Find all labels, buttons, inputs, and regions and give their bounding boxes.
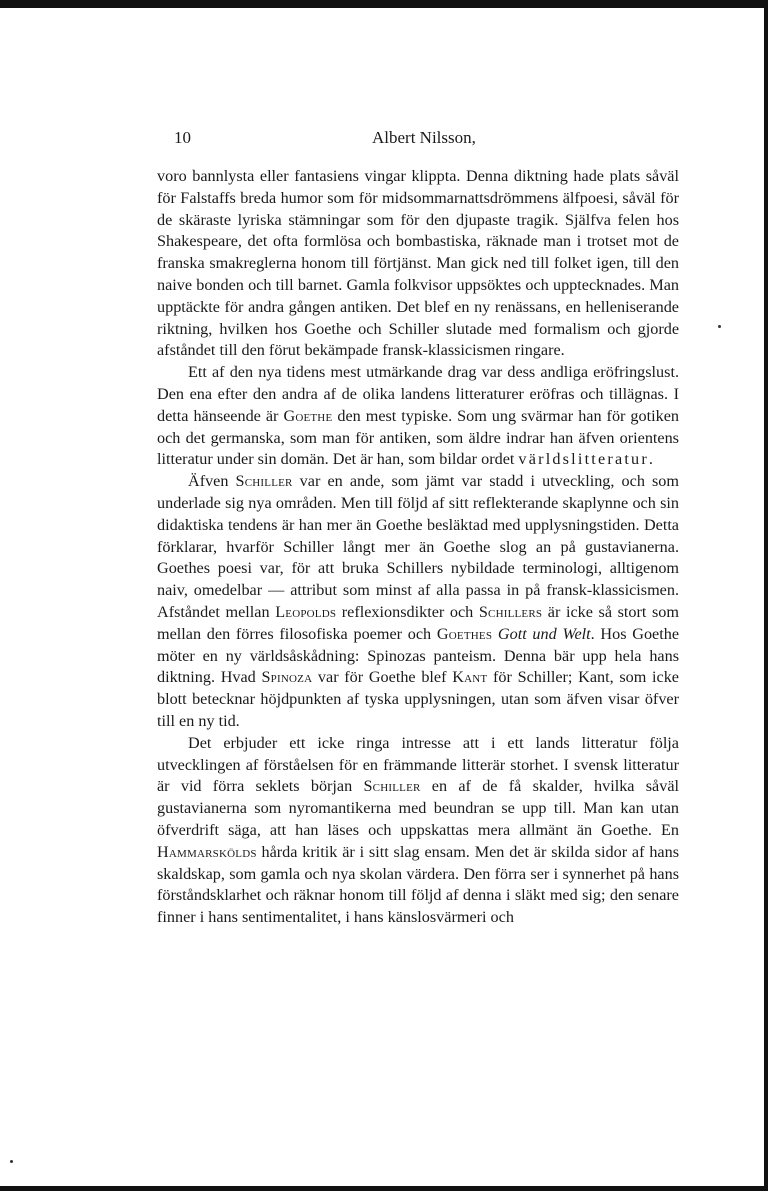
text-sc: Goethes	[436, 624, 493, 643]
text-sc: Goethe	[283, 406, 333, 425]
paragraph	[157, 166, 679, 362]
scan-speck	[10, 1160, 13, 1163]
text-run: reflexionsdikter och	[336, 602, 479, 621]
text-run: hårda kritik är i sitt slag ensam. Men det är skilda sidor af hans skaldskap, som gamla och nya skolan värdera. Den förra ser i synnerhet på hans förståndsklarhet och räknar honom till följd af denna i släkt med sig; den senare finner i hans sentimentalitet, i hans känslosvärmeri och	[157, 842, 679, 927]
scan-speck	[718, 325, 721, 328]
text-run: voro bannlysta eller fantasiens vingar klippta. Denna diktning hade plats såväl för Falstaffs breda humor som för midsommarnattsdrömmens älfpoesi, såväl för de skäraste lyriska stämningar som för den djupaste tragik. Själfva felen hos Shakespeare, det ofta formlösa och bombastiska, räknade man i trotset mot de franska smakreglerna honom till förtjänst. Man gick ned till folket igen, till den naive bonden och till barnet. Gamla folkvisor uppsöktes och upptecknаdes. Man upptäckte för andra gången antiken. Det blef en ny renässans, en helleniserande riktning, hvilken hos Goethe och Schiller slutade med formalism och gjorde afståndet till den förut bekämpade fransk-klassicismen ringare.	[157, 167, 679, 360]
text-run: en af de få skalder, hvilka såväl gustavianerna som nyromantikerna med beundran se upp till. Man kan utan öfverdrift säga, att han läses och uppskattas mera allmänt än Goethe. En	[157, 777, 679, 839]
paragraph	[157, 471, 679, 733]
text-run: var en ande, som jämt var stadd i utveckling, och som underlade sig nya områden. Men till följd af sitt reflekterande skaplynne och sin didaktiska tendens är han mer än Goethe besläktad med upplysningstiden. Detta förklarar, hvarför Schiller långt mer än Goethe slog an på gustavianerna. Goethes poesi var, för att bruka Schillers nybildade terminologi, alltigenom naiv, omedelbar — attribut som minst af alla passa in på fransk-klassicismen. Afståndet mellan	[157, 472, 679, 621]
text-run: Det erbjuder ett icke ringa intresse att i ett lands litteratur följa utvecklingen af förståelsen för en främmande litterär storhet. I svensk litteratur är vid förra seklets början	[157, 733, 679, 796]
text-run: för Schiller; Kant, som icke blott betecknar höjdpunkten af tyska upplysningen, utan som äfven visar öfver till en ny tid.	[157, 668, 679, 730]
text-run: .	[648, 450, 653, 469]
text-run: Ett af den nya tidens mest utmärkande drag var dess andliga eröfringslust. Den ena efter den andra af de olika landens litteraturer eröfras och tillägnas. I detta hänseende är	[157, 363, 679, 425]
text-run: den mest typiske. Som ung svärmar han för gotiken och det germanska, som man för antiken, som äldre indrar han äfven orientens litteratur under sin domän. Det är han, som bildar ordet	[157, 406, 679, 469]
text-run: . Hos Goethe möter en ny världsåskådning: Spinozas panteism. Denna bär upp hela hans diktning. Hvad	[157, 624, 680, 687]
scan-border-right	[764, 0, 768, 1191]
text-spaced: världslitteratur	[518, 450, 649, 469]
text-sc: Hammarskölds	[157, 842, 257, 861]
text-sc: Spinoza	[261, 668, 313, 687]
text-run: Äfven	[188, 472, 236, 491]
text-sc: Schillers	[478, 602, 543, 621]
body-text	[157, 166, 679, 929]
paragraph	[157, 362, 679, 471]
text-sc: Kant	[452, 668, 488, 687]
running-head: Albert Nilsson,	[372, 128, 476, 147]
text-sc: Schiller	[235, 472, 293, 491]
text-sc: Schiller	[363, 777, 421, 796]
scan-border-top	[0, 0, 768, 8]
book-page	[157, 128, 679, 929]
scan-border-bottom	[0, 1186, 768, 1191]
page-number: 10	[174, 128, 191, 147]
text-sc: Leopolds	[275, 602, 337, 621]
paragraph	[157, 733, 679, 929]
text-it: Gott und Welt	[497, 624, 591, 643]
page-header	[157, 128, 679, 152]
text-run: är icke så stort som mellan den förres filosofiska poemer och	[157, 602, 679, 643]
text-run: var för Goethe blef	[312, 668, 453, 687]
